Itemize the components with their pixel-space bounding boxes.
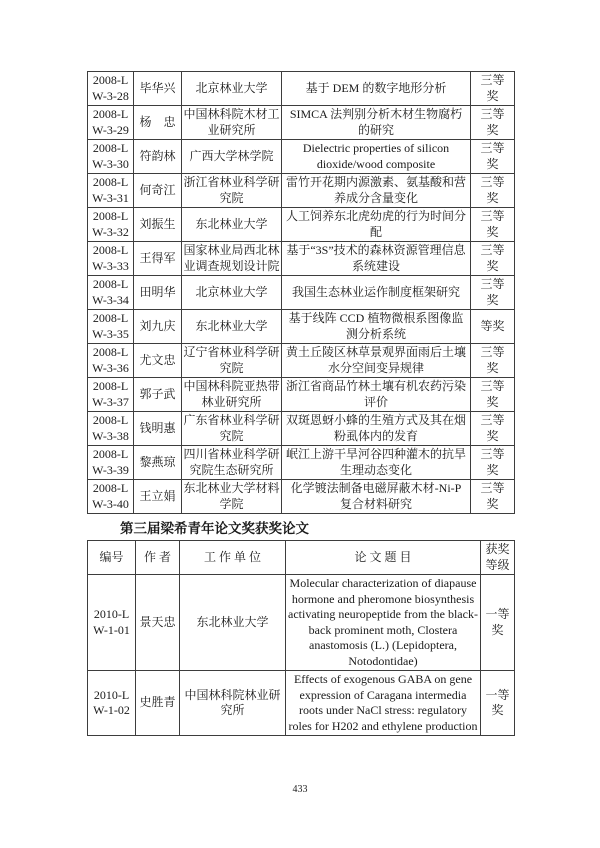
cell-unit: 中国林科院亚热带林业研究所 [182,378,282,412]
cell-award: 三等奖 [471,140,515,174]
cell-award: 三等奖 [471,174,515,208]
table-2010-awards-header [88,541,515,575]
cell-title: 黄土丘陵区林草景观界面雨后土壤水分空间变异规律 [282,344,471,378]
cell-unit: 东北林业大学材料学院 [182,480,282,514]
cell-title: 浙江省商品竹林土壤有机农药污染评价 [282,378,471,412]
section-title: 第三届梁希青年论文奖获奖论文 [120,521,309,536]
cell-id: 2008-LW-3-34 [88,276,134,310]
table-row [88,72,515,106]
cell-author: 毕华兴 [134,72,182,106]
table-row [88,575,515,671]
cell-author: 王得军 [134,242,182,276]
cell-title: 化学镀法制备电磁屏蔽木材-Ni-P 复合材料研究 [282,480,471,514]
cell-unit: 四川省林业科学研究院生态研究所 [182,446,282,480]
header-cell-id: 编号 [88,541,136,575]
cell-award: 三等奖 [471,378,515,412]
cell-award: 三等奖 [471,72,515,106]
cell-id: 2008-LW-3-36 [88,344,134,378]
cell-title: Dielectric properties of silicon dioxide/wood composite [282,140,471,174]
table-row [88,671,515,736]
header-row [88,541,515,575]
table-2010-awards [87,540,515,736]
table-2008-awards-body [88,72,515,514]
cell-award: 一等奖 [481,671,515,736]
cell-award: 三等奖 [471,208,515,242]
cell-award: 三等奖 [471,242,515,276]
cell-author: 刘九庆 [134,310,182,344]
table-row [88,446,515,480]
cell-title: Effects of exogenous GABA on gene expression of Caragana intermedia roots under NaCl stress: regulatory roles for H202 and ethylene production [286,671,481,736]
cell-id: 2008-LW-3-40 [88,480,134,514]
table-row [88,378,515,412]
cell-unit: 中国林科院林业研究所 [180,671,286,736]
table-row [88,140,515,174]
cell-unit: 浙江省林业科学研究院 [182,174,282,208]
cell-award: 三等奖 [471,106,515,140]
table-row [88,174,515,208]
cell-unit: 国家林业局西北林业调查规划设计院 [182,242,282,276]
cell-title: 双斑恩蚜小蜂的生殖方式及其在烟粉虱体内的发育 [282,412,471,446]
cell-id: 2008-LW-3-37 [88,378,134,412]
cell-title: SIMCA 法判别分析木材生物腐朽的研究 [282,106,471,140]
cell-author: 钱明惠 [134,412,182,446]
cell-id: 2008-LW-3-29 [88,106,134,140]
cell-unit: 东北林业大学 [182,310,282,344]
cell-award: 三等奖 [471,412,515,446]
cell-author: 杨 忠 [134,106,182,140]
table-row [88,310,515,344]
cell-author: 何奇江 [134,174,182,208]
cell-id: 2008-LW-3-28 [88,72,134,106]
cell-title: 我国生态林业运作制度框架研究 [282,276,471,310]
cell-id: 2008-LW-3-35 [88,310,134,344]
table-row [88,106,515,140]
cell-title: 基于线阵 CCD 植物微根系图像监测分析系统 [282,310,471,344]
header-cell-unit: 工 作 单 位 [180,541,286,575]
header-cell-author: 作 者 [136,541,180,575]
cell-award: 等奖 [471,310,515,344]
header-cell-award: 获奖等级 [481,541,515,575]
cell-id: 2010-LW-1-02 [88,671,136,736]
cell-author: 王立娟 [134,480,182,514]
cell-id: 2008-LW-3-38 [88,412,134,446]
cell-author: 刘振生 [134,208,182,242]
cell-unit: 广东省林业科学研究院 [182,412,282,446]
cell-author: 田明华 [134,276,182,310]
cell-id: 2008-LW-3-30 [88,140,134,174]
cell-author: 尤文忠 [134,344,182,378]
cell-title: 人工饲养东北虎幼虎的行为时间分配 [282,208,471,242]
cell-unit: 东北林业大学 [182,208,282,242]
cell-award: 三等奖 [471,344,515,378]
table-row [88,480,515,514]
table-2010-awards-body [88,575,515,736]
cell-author: 符韵林 [134,140,182,174]
cell-author: 黎燕琼 [134,446,182,480]
cell-unit: 广西大学林学院 [182,140,282,174]
cell-id: 2008-LW-3-31 [88,174,134,208]
cell-title: 雷竹开花期内源激素、氨基酸和营养成分含量变化 [282,174,471,208]
cell-author: 史胜青 [136,671,180,736]
cell-title: 岷江上游干旱河谷四种灌木的抗旱生理动态变化 [282,446,471,480]
header-cell-title: 论 文 题 目 [286,541,481,575]
cell-award: 一等奖 [481,575,515,671]
cell-unit: 东北林业大学 [180,575,286,671]
cell-author: 郭子武 [134,378,182,412]
table-row [88,276,515,310]
cell-award: 三等奖 [471,480,515,514]
page-number: 433 [292,784,308,795]
table-row [88,242,515,276]
cell-author: 景天忠 [136,575,180,671]
cell-unit: 北京林业大学 [182,276,282,310]
cell-title: 基于“3S”技术的森林资源管理信息系统建设 [282,242,471,276]
cell-title: Molecular characterization of diapause hormone and pheromone biosynthesis activating neuropeptide from the black-back prominent moth, Clostera anastomosis (L.) (Lepidoptera, Notodontidae) [286,575,481,671]
page-content [87,71,514,736]
cell-unit: 北京林业大学 [182,72,282,106]
cell-unit: 辽宁省林业科学研究院 [182,344,282,378]
cell-unit: 中国林科院木材工业研究所 [182,106,282,140]
table-row [88,412,515,446]
cell-award: 三等奖 [471,276,515,310]
cell-title: 基于 DEM 的数字地形分析 [282,72,471,106]
table-row [88,208,515,242]
table-row [88,344,515,378]
cell-id: 2008-LW-3-32 [88,208,134,242]
table-2008-awards [87,71,515,514]
cell-id: 2010-LW-1-01 [88,575,136,671]
cell-id: 2008-LW-3-39 [88,446,134,480]
cell-award: 三等奖 [471,446,515,480]
cell-id: 2008-LW-3-33 [88,242,134,276]
